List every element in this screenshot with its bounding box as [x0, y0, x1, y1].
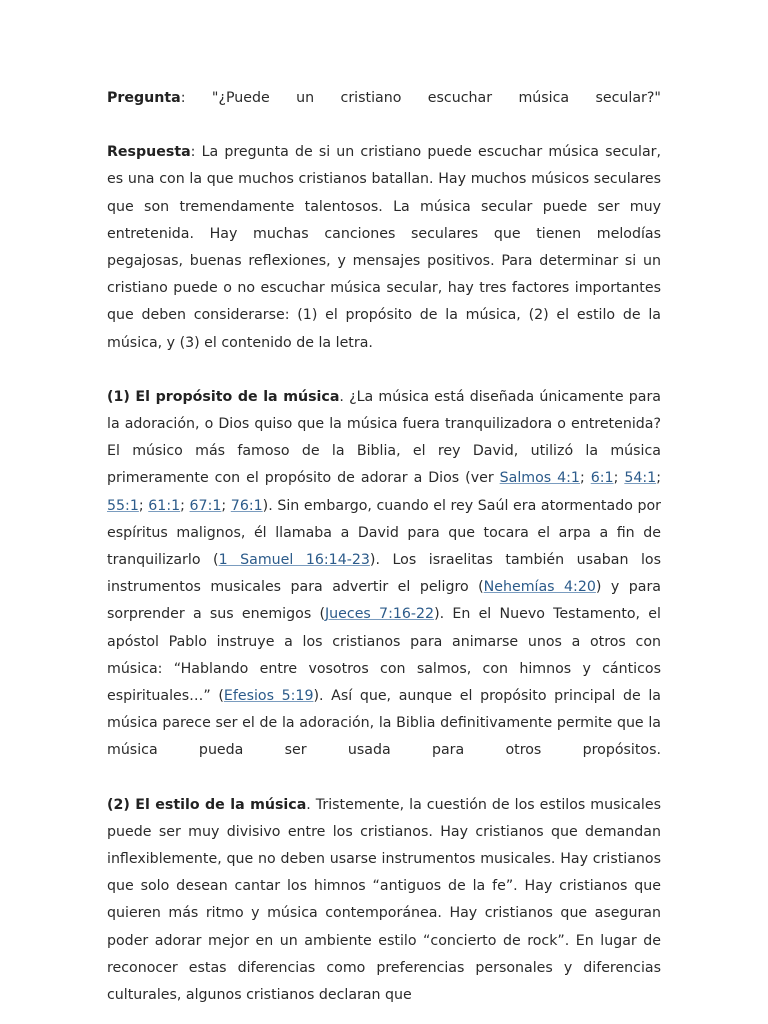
ref-nehemias[interactable]: Nehemías 4:20 — [483, 579, 596, 596]
ref-1-samuel[interactable]: 1 Samuel 16:14-23 — [218, 552, 370, 569]
ref-salmos-55-1[interactable]: 55:1 — [107, 497, 139, 514]
ref-salmos-67-1[interactable]: 67:1 — [189, 497, 222, 514]
section-1-heading: (1) El propósito de la música — [107, 388, 340, 405]
question-line — [107, 85, 661, 112]
ref-jueces[interactable]: Jueces 7:16-22 — [324, 606, 435, 623]
answer-paragraph: Respuesta: La pregunta de si un cristiano puede escuchar música secular, es una con la que muchos cristianos batallan. Hay muchos músicos seculares que son tremendamente talentosos. La música secular puede ser muy entretenida. Hay muchas canciones seculares que tienen melodías pegajosas, buenas reflexiones, y mensajes positivos. Para determinar si un cristiano puede o no escuchar música secular, hay tres factores importantes que deben considerarse: (1) el propósito de la música, (2) el estilo de la música, y (3) el contenido de la letra. — [107, 144, 661, 351]
section-1-text: . ¿La música está diseñada únicamente para la adoración, o Dios quiso que la música fuera tranquilizadora o entretenida? El músico más famoso de la Biblia, el rey David, utilizó la música primeramente con el propósito de adorar a Dios (ver — [107, 388, 661, 487]
ref-salmos-61-1[interactable]: 61:1 — [148, 497, 181, 514]
question-label-group: Pregunta: — [107, 90, 186, 106]
question-word: "¿Puede — [211, 90, 270, 106]
question-word: música — [518, 90, 570, 106]
ref-efesios[interactable]: Efesios 5:19 — [223, 688, 314, 705]
question-label: Pregunta — [107, 90, 181, 106]
ref-salmos-76-1[interactable]: 76:1 — [230, 497, 263, 514]
ref-salmos-4-1[interactable]: Salmos 4:1 — [499, 470, 580, 487]
question-word: secular?" — [595, 90, 661, 106]
section-1-text: ). Sin embargo, cuando el rey Saúl era atormentado por espíritus malignos, él llamaba a David para que tocara el arpa a fin de tranquilizarlo ( — [107, 497, 661, 569]
ref-salmos-6-1[interactable]: 6:1 — [590, 470, 614, 487]
question-word: un — [296, 90, 315, 106]
answer-text: La pregunta de si un cristiano puede escuchar música secular, es una con la que muchos cristianos batallan. Hay muchos músicos seculares que son tremendamente talentosos. La música secular puede ser muy entretenida. Hay muchas canciones seculares que tienen melodías pegajosas, buenas reflexiones, y mensajes positivos. Para determinar si un cristiano puede o no escuchar música secular, hay tres factores importantes que deben considerarse: (1) el propósito de la música, (2) el estilo de la música, y (3) el contenido de la letra. — [107, 144, 661, 351]
section-2-text: . Tristemente, la cuestión de los estilos musicales puede ser muy divisivo entre los cristianos. Hay cristianos que demandan inflexiblemente, que no deben usarse instrumentos musicales. Hay cristianos que solo desean cantar los himnos “antiguos de la fe”. Hay cristianos que quieren más ritmo y música contemporánea. Hay cristianos que aseguran poder adorar mejor en un ambiente estilo “concierto de rock”. En lugar de reconocer estas diferencias como preferencias personales y diferencias culturales, algunos cristianos declaran que — [107, 796, 661, 1004]
section-1-text: ) y para sorprender a sus enemigos ( — [107, 579, 662, 623]
question-word: escuchar — [427, 90, 493, 106]
section-1-paragraph: (1) El propósito de la música. ¿La música está diseñada únicamente para la adoración, o Dios quiso que la música fuera tranquilizadora o entretenida? El músico más famoso de la Biblia, el rey David, utilizó la música primeramente con el propósito de adorar a Dios (ver Salmos 4:1; 6:1; 54:1; 55:1; 61:1; 67:1; 76:1). Sin embargo, cuando el rey Saúl era atormentado por espíritus malignos, él llamaba a David para que tocara el arpa a fin de tranquilizarlo (1 Samuel 16:14-23). Los israelitas también usaban los instrumentos musicales para advertir el peligro (Nehemías 4:20) y para sorprender a sus enemigos (Jueces 7:16-22). En el Nuevo Testamento, el apóstol Pablo instruye a los cristianos para animarse unos a otros con música: “Hablando entre vosotros con salmos, con himnos y cánticos espirituales…” (Efesios 5:19). Así que, aunque el propósito principal de la música parece ser el de la adoración, la Biblia definitivamente permite que la música pueda ser usada para otros propósitos. — [107, 388, 662, 759]
section-2-heading: (2) El estilo de la música — [107, 796, 307, 813]
section-2-paragraph — [107, 792, 661, 1010]
ref-salmos-54-1[interactable]: 54:1 — [624, 470, 657, 487]
section-1-text: ). En el Nuevo Testamento, el apóstol Pablo instruye a los cristianos para animarse unos a otros con música: “Hablando entre vosotros con salmos, con himnos y cánticos espirituales…” ( — [107, 606, 661, 705]
section-1-text: ). Los israelitas también usaban los instrumentos musicales para advertir el peligro ( — [107, 552, 661, 596]
answer-label: Respuesta — [107, 144, 191, 161]
section-1-text: ). Así que, aunque el propósito principal de la música parece ser el de la adoración, la Biblia definitivamente permite que la música pueda ser usada para otros propósitos. — [107, 688, 661, 759]
question-word: cristiano — [340, 90, 402, 106]
